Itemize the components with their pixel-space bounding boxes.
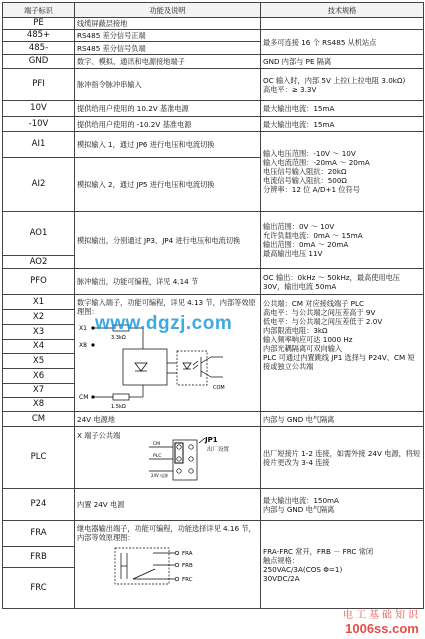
header-spec: 技术规格 (261, 3, 424, 18)
terminal-id: AO2 (3, 256, 75, 269)
terminal-function: 提供给用户使用的 10.2V 基准电源 (75, 101, 261, 117)
terminal-id: X5 (3, 354, 75, 369)
watermark-site-name: 电工基础知识 (343, 610, 421, 621)
terminal-function: 线缆屏蔽层接地 (75, 18, 261, 30)
watermark-url: www.dgzj.com (95, 313, 233, 334)
terminal-id: X8 (3, 398, 75, 412)
terminal-id: 10V (3, 101, 75, 117)
terminal-spec (261, 132, 424, 212)
spec-line: 高电平：与公共端之间压差高于 9V (263, 308, 376, 317)
spec-line: 公共端：CM 对应接线端子 PLC (263, 299, 365, 308)
spec-line: 高电平：≥ 3.3V (263, 84, 317, 94)
terminal-function: RS485 差分信号负端 (75, 42, 261, 55)
diagram-r1-label: 3.3kΩ (111, 335, 126, 341)
spec-line: PLC 可通过内置跳线 JP1 选择与 P24V、CM 短接或独立公共端 (263, 353, 415, 371)
terminal-id: X4 (3, 340, 75, 354)
terminal-id: 485+ (3, 30, 75, 42)
plc-jumper-diagram (135, 434, 245, 482)
diagram-cm-label: CM (153, 442, 161, 447)
spec-line: 触点规格： (263, 555, 299, 565)
terminal-function: 模拟输入 1，通过 JP6 进行电压和电流切换 (75, 132, 261, 158)
terminal-id: AI1 (3, 132, 75, 158)
terminal-id: X2 (3, 310, 75, 325)
terminal-id: GND (3, 55, 75, 69)
terminal-function: 模拟输出，分别通过 JP3、JP4 进行电压和电流切换 (75, 212, 261, 269)
terminal-spec: OC 输出：0kHz ～ 50kHz，最高使用电压 30V，输出电流 50mA (261, 269, 424, 295)
terminal-id: PLC (3, 427, 75, 489)
terminal-spec-table (2, 2, 424, 609)
diagram-24v-label: 24V 电源 (151, 473, 169, 478)
spec-line: 内部与 GND 电气隔离 (263, 504, 335, 514)
spec-line: 最高输出电压 11V (263, 249, 323, 258)
terminal-spec (261, 489, 424, 521)
spec-line: 电流信号输入阻抗：500Ω (263, 176, 347, 185)
spec-line: 分辨率：12 位 A/D+1 位符号 (263, 185, 360, 194)
watermark-site (343, 606, 421, 636)
terminal-function: 24V 电源地 (75, 412, 261, 427)
spec-line: 输入电压范围：-10V ～ 10V (263, 149, 356, 158)
terminal-id: FRC (3, 568, 75, 609)
terminal-function: RS485 差分信号正端 (75, 30, 261, 42)
terminal-id: PE (3, 18, 75, 30)
relay-function-text: 继电器输出端子，功能可编程，功能选择详见 4.16 节，内部等效原理图： (77, 524, 256, 542)
terminal-spec: 最多可连接 16 个 RS485 从机站点 (261, 30, 424, 55)
terminal-function (75, 521, 261, 609)
spec-line: 30VDC/2A (263, 573, 300, 583)
diagram-plc-label: PLC (153, 454, 162, 459)
relay-output-diagram (113, 545, 213, 587)
terminal-function: 数字、模拟、通讯和电源接地端子 (75, 55, 261, 69)
header-function: 功能及说明 (75, 3, 261, 18)
terminal-spec (261, 521, 424, 609)
spec-line: 输入电流范围：-20mA ～ 20mA (263, 158, 370, 167)
spec-line: 电压信号输入阻抗：20kΩ (263, 167, 347, 176)
spec-line: 输出范围：0V ～ 10V (263, 222, 335, 231)
terminal-id: AI2 (3, 158, 75, 212)
terminal-spec: 最大输出电流：15mA (261, 101, 424, 117)
terminal-function: 脉冲指令脉冲串输入 (75, 69, 261, 101)
spec-line: 250VAC/3A(COS Φ=1) (263, 564, 343, 574)
terminal-id: AO1 (3, 212, 75, 256)
terminal-spec (261, 69, 424, 101)
header-terminal-id: 端子标识 (3, 3, 75, 18)
diagram-x1-label: X1 (79, 325, 87, 332)
diagram-jp1-label: JP1 (205, 436, 218, 444)
terminal-id: PFO (3, 269, 75, 295)
x-function-text: 数字输入端子，功能可编程，详见 4.13 节，内部等效原理图： (77, 298, 256, 316)
terminal-function: 脉冲输出，功能可编程，详见 4.14 节 (75, 269, 261, 295)
terminal-spec: 出厂短接片 1-2 连接，如需外接 24V 电源，将短接片更改为 3-4 连接 (261, 427, 424, 489)
watermark-site-url: 1006ss.com (345, 621, 419, 636)
diagram-r2-label: 1.5kΩ (111, 404, 126, 410)
terminal-function: 模拟输入 2，通过 JP5 进行电压和电流切换 (75, 158, 261, 212)
spec-line: 内部光耦隔离可双向输入 (263, 344, 343, 353)
terminal-id: X3 (3, 325, 75, 340)
spec-line: 输入频率响应可达 1000 Hz (263, 335, 353, 344)
spec-line: FRA-FRC 常开，FRB － FRC 常闭 (263, 546, 374, 556)
terminal-id: PFI (3, 69, 75, 101)
terminal-id: FRB (3, 547, 75, 568)
terminal-id: CM (3, 412, 75, 427)
terminal-spec (261, 295, 424, 412)
terminal-spec: GND 内部与 PE 隔离 (261, 55, 424, 69)
spec-line: 内部限流电阻：3kΩ (263, 326, 328, 335)
spec-line: 低电平：与公共端之间压差低于 2.0V (263, 317, 383, 326)
diagram-factory-label: 出厂设置 (207, 447, 230, 453)
terminal-id: X7 (3, 384, 75, 398)
terminal-spec: 内部与 GND 电气隔离 (261, 412, 424, 427)
spec-line: 输出范围：0mA ～ 20mA (263, 240, 349, 249)
diagram-x8-label: X8 (79, 342, 87, 349)
plc-function-text: X 端子公共端 (77, 431, 121, 440)
diagram-fra-label: FRA (182, 551, 193, 557)
diagram-frb-label: FRB (182, 563, 193, 569)
spec-line: OC 输入时，内部 5V 上拉(上拉电阻 3.0kΩ) (263, 75, 406, 85)
terminal-spec: 最大输出电流：15mA (261, 117, 424, 132)
terminal-id: P24 (3, 489, 75, 521)
terminal-function: 提供给用户使用的 -10.2V 基准电源 (75, 117, 261, 132)
diagram-com-label: COM (213, 385, 225, 391)
terminal-id: 485- (3, 42, 75, 55)
terminal-spec (261, 18, 424, 30)
terminal-id: FRA (3, 521, 75, 547)
spec-line: 允许负载电流：0mA ～ 15mA (263, 231, 363, 240)
diagram-cm-label: CM (79, 394, 89, 401)
terminal-function (75, 427, 261, 489)
diagram-frc-label: FRC (182, 577, 193, 583)
spec-line: 最大输出电流：150mA (263, 495, 339, 505)
terminal-id: -10V (3, 117, 75, 132)
terminal-spec (261, 212, 424, 269)
terminal-id: X6 (3, 369, 75, 384)
terminal-function: 内置 24V 电源 (75, 489, 261, 521)
terminal-id: X1 (3, 295, 75, 310)
